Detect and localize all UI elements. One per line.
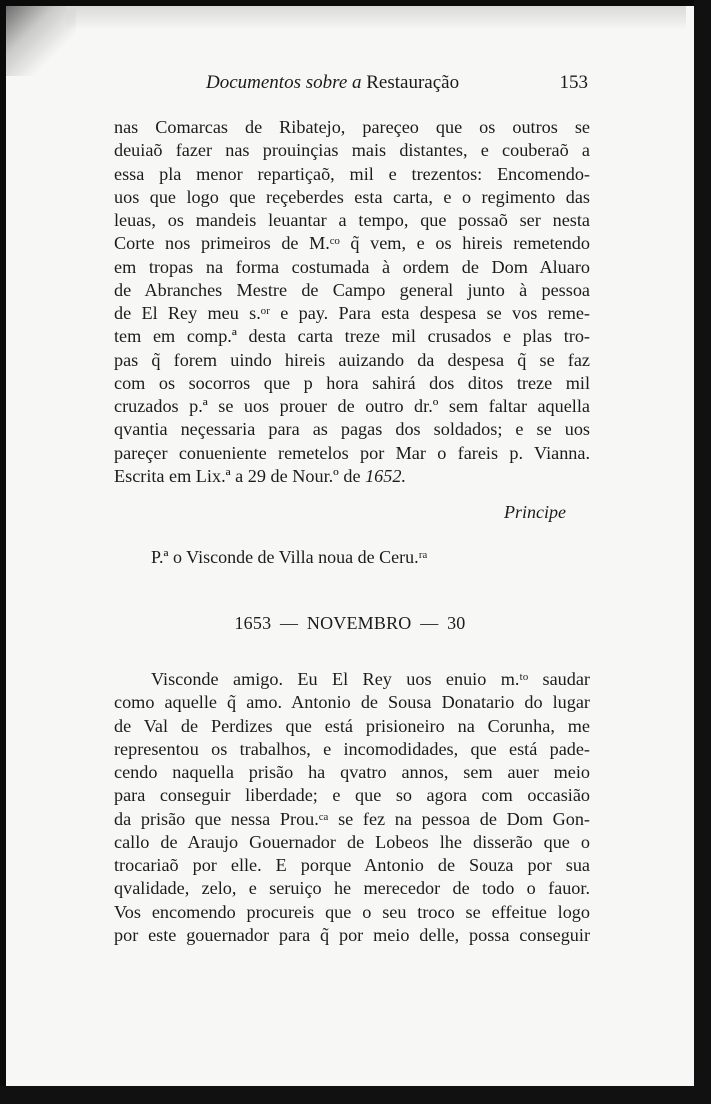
- page-number: 153: [559, 72, 588, 93]
- date-day: 30: [447, 613, 466, 633]
- text-line: tem em comp.ª desta carta treze mil crusados e plas tro-: [114, 326, 590, 347]
- running-title: [206, 72, 459, 94]
- text-line: pareçer conueniente remetelos por Mar o fareis p. Vianna.: [114, 442, 590, 463]
- text-line: callo de Araujo Gouernador de Lobeos lhe disserão que o: [114, 831, 590, 852]
- text-line: Escrita em Lix.ª a 29 de Nour.º de 1652.: [114, 465, 406, 486]
- signature: Principe: [504, 502, 566, 522]
- letter-1-body: [114, 116, 590, 488]
- text-line: com os socorros que p hora sahirá dos ditos treze mil: [114, 372, 590, 393]
- date-separator-1: —: [279, 613, 299, 633]
- text-line: qvalidade, zelo, e seruiço he merecedor de todo o fauor.: [114, 878, 590, 899]
- text-line: deuiaõ fazer nas prouinçias mais distantes, e couberaõ a: [114, 140, 590, 161]
- page-top-shade: [66, 6, 686, 30]
- text-line: cruzados p.ª se uos prouer de outro dr.º sem faltar aquella: [114, 396, 590, 416]
- date-year: 1653: [234, 613, 272, 633]
- running-header: [206, 72, 588, 102]
- text-line: de Abranches Mestre de Campo general junto à pessoa: [114, 279, 590, 300]
- scan-border-bottom: [0, 1086, 711, 1104]
- running-title-regular: Restauração: [366, 72, 460, 93]
- closing-year: 1652.: [365, 465, 406, 486]
- text-line: de Val de Perdizes que está prisioneiro na Corunha, me: [114, 715, 590, 736]
- text-line: Corte nos primeiros de M.ᶜᵒ q̃ vem, e os hireis remetendo: [114, 233, 590, 254]
- text-line: como aquelle q̃ amo. Antonio de Sousa Donatario do lugar: [114, 692, 590, 713]
- text-line: por este gouernador para q̃ por meio delle, possa conseguir: [114, 924, 590, 945]
- text-line: cendo naquella prisão ha qvatro annos, sem auer meio: [114, 762, 590, 782]
- letter-2-body: [114, 668, 590, 947]
- text-line: pas q̃ forem uindo hireis auizando da despesa q̃ se faz: [114, 349, 590, 370]
- date-month: NOVEMBRO: [306, 613, 412, 633]
- text-line: nas Comarcas de Ribatejo, pareçeo que os outros se: [114, 117, 590, 137]
- text-line: uos que logo que reçeberdes esta carta, e o regimento das: [114, 186, 590, 207]
- date-heading: [6, 613, 694, 634]
- book-page: [6, 6, 694, 1086]
- addressee-line: P.ª o Visconde de Villa noua de Ceru.ʳᵃ: [151, 547, 428, 567]
- text-line: de El Rey meu s.ᵒʳ e pay. Para esta despesa se vos reme-: [114, 303, 590, 323]
- text-line: para conseguir liberdade; e que so agora com occasião: [114, 785, 590, 806]
- scan-border-right: [694, 0, 711, 1104]
- text-line: qvantia neçessaria para as pagas dos soldados; e se uos: [114, 419, 590, 440]
- text-line: essa pla menor repartiçaõ, mil e trezentos: Encomendo-: [114, 163, 590, 184]
- text-line: leuas, os mandeis leuantar a tempo, que possaõ ser nesta: [114, 210, 590, 230]
- text-line: trocariaõ por elle. E porque Antonio de Souza por sua: [114, 855, 590, 875]
- text-line: representou os trabalhos, e incomodidades, que está pade-: [114, 738, 590, 759]
- running-title-italic: Documentos sobre a: [206, 72, 362, 93]
- text-line: em tropas na forma costumada à ordem de Dom Aluaro: [114, 256, 590, 277]
- date-separator-2: —: [420, 613, 439, 633]
- text-line: da prisão que nessa Prou.ᶜᵃ se fez na pessoa de Dom Gon-: [114, 808, 590, 829]
- text-line: Visconde amigo. Eu El Rey uos enuio m.ᵗᵒ saudar: [151, 669, 590, 689]
- text-line: Vos encomendo procureis que o seu troco se effeitue logo: [114, 901, 590, 922]
